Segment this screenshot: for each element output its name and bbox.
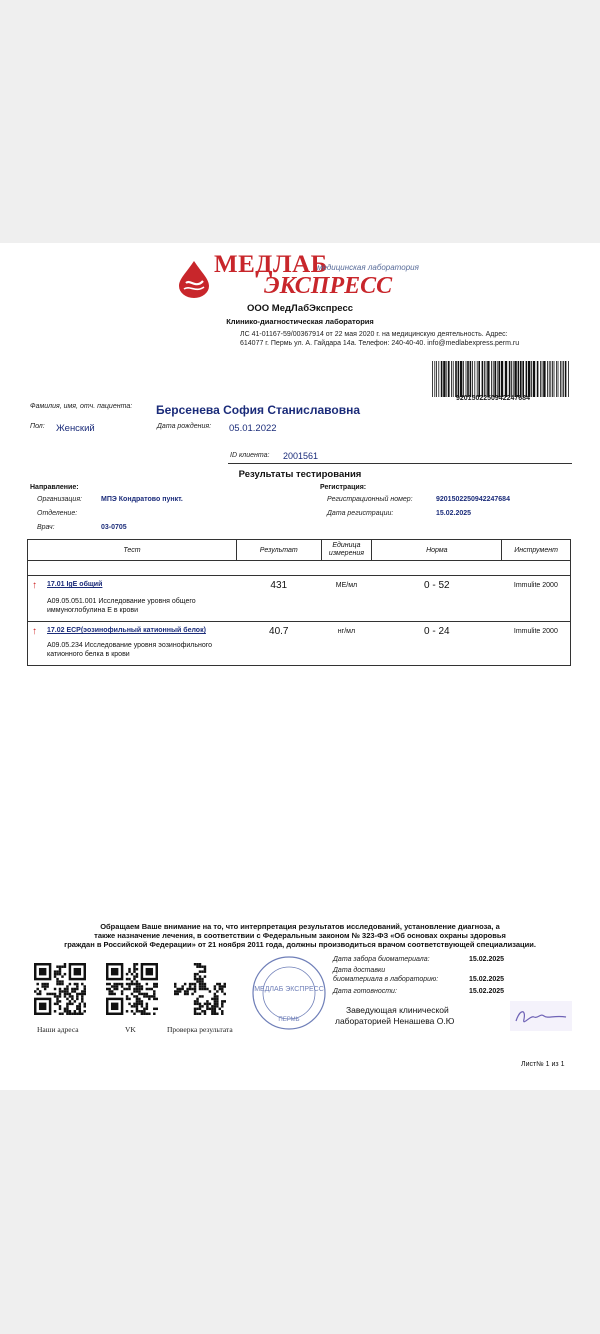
page-number: Лист№ 1 из 1	[521, 1061, 565, 1068]
client-id-label: ID клиента:	[230, 452, 270, 459]
reg-number-value: 92015022509422476​84	[436, 496, 510, 503]
test-desc-line1: A09.05.051.001 Исследование уровня общего	[47, 598, 196, 605]
unit-value: нг/мл	[321, 622, 372, 666]
stamp-city: ПЕРМЬ	[278, 1017, 300, 1023]
org-value: МПЭ Кондратово пункт.	[101, 496, 183, 503]
header-result: Результат	[237, 540, 322, 561]
reg-number-label: Регистрационный номер:	[327, 496, 413, 503]
header-unit-line2: измерения	[328, 550, 364, 557]
org-name: ООО МедЛабЭкспресс	[246, 303, 354, 314]
registration-heading: Регистрация:	[320, 484, 367, 491]
referral-heading: Направление:	[30, 484, 79, 491]
patient-name: Берсенева София Станиславовна	[156, 403, 360, 417]
notice-line-3: граждан в Российской Федерации» от 21 ноября 2011 года, должны производиться врачом соответствующей специализации.	[64, 940, 536, 949]
header-unit	[321, 540, 372, 561]
qr-label-addresses: Наши адреса	[37, 1025, 79, 1034]
divider	[228, 463, 572, 464]
collect-date-value: 15.02.2025	[469, 956, 505, 963]
norm-value: 0 - 52	[372, 576, 502, 622]
notice-line-1: Обращаем Ваше внимание на то, что интерпретация результатов исследований, установление диагноза, а	[100, 922, 500, 931]
dept-label: Отделение:	[37, 510, 78, 517]
qr-code-icon[interactable]	[174, 963, 226, 1015]
patient-name-label: Фамилия, имя, отч. пациента:	[30, 403, 133, 410]
dob-value: 05.01.2022	[229, 423, 277, 434]
deliver-date-label-1: Дата доставки	[333, 967, 386, 974]
head-title-line2: лабораторией Ненашева О.Ю	[335, 1016, 455, 1026]
round-stamp-icon	[251, 955, 327, 1031]
test-desc-line1: A09.05.234 Исследование уровня эозинофильного	[47, 642, 213, 649]
deliver-date-label-2: биоматериала в лабораторию:	[333, 976, 439, 983]
barcode-icon	[432, 361, 572, 397]
qr-label-check: Проверка результата	[167, 1025, 233, 1034]
dob-label: Дата рождения:	[157, 423, 212, 430]
test-desc-line2: иммуноглобулина Е в крови	[47, 607, 138, 614]
logo-tagline: медицинская лаборатория	[317, 263, 419, 272]
header-unit-line1: Единица	[332, 542, 361, 549]
deliver-date-value: 15.02.2025	[469, 976, 505, 983]
logo-subtitle: ЭКСПРЕСС	[264, 273, 393, 299]
header-instrument: Инструмент	[502, 540, 571, 561]
doctor-value: 03-0705	[101, 524, 127, 531]
result-value: 431	[237, 576, 322, 622]
norm-value: 0 - 24	[372, 622, 502, 666]
unit-value: МЕ/мл	[321, 576, 372, 622]
sex-label: Пол:	[30, 423, 45, 430]
table-row	[28, 622, 571, 666]
medlab-logo	[176, 251, 426, 301]
high-flag-icon: ↑	[32, 580, 37, 591]
collect-date-label: Дата забора биоматериала:	[333, 956, 430, 963]
qr-label-vk: VK	[125, 1025, 136, 1034]
license-line-2: 614077 г. Пермь ул. А. Гайдара 14а. Телефон: 240-40-40. info@medlabexpress.perm.ru	[240, 340, 520, 347]
org-label: Организация:	[37, 496, 82, 503]
report-title: Результаты тестирования	[238, 469, 362, 480]
reg-date-value: 15.02.2025	[436, 510, 472, 517]
header-norm: Норма	[372, 540, 502, 561]
barcode-number: 92015022509422476​84	[456, 395, 530, 402]
test-link[interactable]: 17.02 ЕСР(эозинофильный катионный белок)	[47, 627, 206, 634]
droplet-logo-icon	[176, 259, 212, 299]
test-desc-line2: катионного белка в крови	[47, 651, 130, 658]
ready-date-value: 15.02.2025	[469, 988, 505, 995]
stamp-text: МЕДЛАБ ЭКСПРЕСС	[254, 986, 324, 993]
ready-date-label: Дата готовности:	[333, 988, 397, 995]
client-id-value: 2001561	[283, 451, 319, 461]
instrument-value: Immulite 2000	[502, 576, 571, 622]
table-row	[28, 576, 571, 622]
table-header-row	[28, 540, 571, 561]
result-value: 40.7	[237, 622, 322, 666]
reg-date-label: Дата регистрации:	[327, 510, 394, 517]
head-title-line1: Заведующая клинической	[346, 1005, 449, 1015]
license-line-1: ЛС 41-01167-59/00367914 от 22 мая 2020 г. на медицинскую деятельность. Адрес:	[240, 331, 508, 338]
notice-line-2: также назначение лечения, в соответствии с Федеральным законом № 323-ФЗ «Об основах охраны здоровья	[94, 931, 506, 940]
signature-icon	[510, 1001, 572, 1031]
doctor-label: Врач:	[37, 524, 55, 531]
org-type: Клинико-диагностическая лаборатория	[226, 317, 374, 326]
table-spacer	[28, 561, 571, 576]
lab-report-page	[0, 243, 600, 1090]
logo-title: МЕДЛАБ	[214, 251, 328, 278]
qr-code-icon[interactable]	[106, 963, 158, 1015]
high-flag-icon: ↑	[32, 626, 37, 637]
test-link[interactable]: 17.01 IgE общий	[47, 581, 103, 588]
qr-code-icon[interactable]	[34, 963, 86, 1015]
instrument-value: Immulite 2000	[502, 622, 571, 666]
header-test: Тест	[28, 540, 237, 561]
results-table	[27, 539, 571, 666]
sex-value: Женский	[56, 423, 95, 434]
